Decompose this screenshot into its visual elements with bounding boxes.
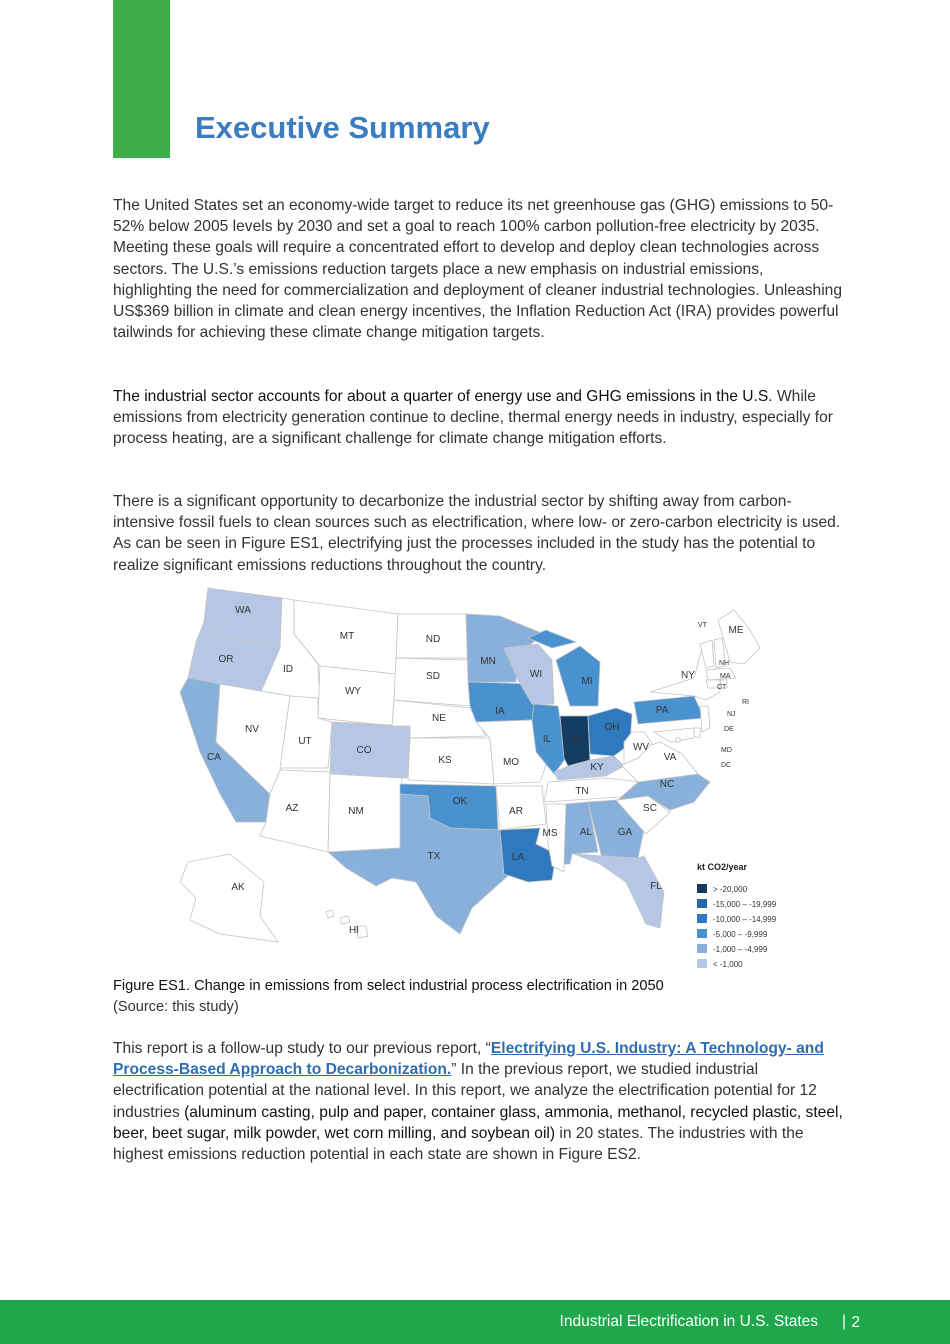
state-label-ky: KY	[590, 762, 604, 773]
state-label-ms: MS	[542, 828, 558, 839]
state-label-md: MD	[721, 747, 732, 754]
emissions-map-figure	[160, 582, 790, 972]
state-label-ny: NY	[681, 670, 695, 681]
legend-swatch-1	[697, 899, 707, 908]
footer-separator: |	[841, 1313, 846, 1330]
footer-bar	[0, 1300, 950, 1344]
legend-swatch-5	[697, 959, 707, 968]
legend-title: kt CO2/year	[697, 862, 748, 872]
state-label-ca: CA	[207, 752, 221, 763]
industrial-sector-rest: While emissions from electricity generation continue to decline, thermal energy needs in industry, especially for process heating, are a significant challenge for climate change mitigation efforts.	[113, 388, 833, 448]
decarbonize-paragraph: There is a significant opportunity to decarbonize the industrial sector by shifting away from carbon-intensive fossil fuels to clean sources such as electrification, where low- or zero-carbon electricity is used. As can be seen in Figure ES1, electrifying just the processes included in the study has the potential to realize significant emissions reductions throughout the country.	[113, 493, 841, 574]
state-hi	[326, 910, 368, 938]
legend-label-0: > -20,000	[713, 885, 748, 894]
state-label-ri: RI	[742, 699, 749, 706]
state-label-nj: NJ	[727, 711, 736, 718]
state-md	[654, 728, 694, 742]
state-label-nv: NV	[245, 724, 259, 735]
legend-label-1: -15,000 – -19,999	[713, 900, 777, 909]
legend-label-3: -5,000 – -9,999	[713, 930, 768, 939]
state-label-fl: FL	[650, 881, 662, 892]
state-label-az: AZ	[285, 803, 299, 814]
state-label-la: LA	[511, 852, 525, 863]
state-label-ne: NE	[432, 713, 446, 724]
state-label-vt: VT	[698, 622, 707, 629]
state-nm	[328, 774, 402, 852]
state-label-nd: ND	[425, 634, 441, 645]
state-label-oh: OH	[604, 722, 620, 733]
state-de	[694, 728, 700, 738]
follow-up-start: This report is a follow-up study to our previous report, “	[113, 1040, 491, 1057]
legend-swatch-2	[697, 914, 707, 923]
state-label-ut: UT	[298, 736, 312, 747]
state-label-ar: AR	[509, 806, 523, 817]
state-label-mt: MT	[339, 631, 355, 642]
state-label-wv: WV	[632, 742, 650, 753]
state-label-wi: WI	[529, 669, 543, 680]
state-nj	[700, 706, 710, 732]
figure-caption	[113, 976, 843, 1018]
state-label-hi: HI	[349, 925, 359, 936]
state-label-ak: AK	[231, 882, 245, 893]
state-label-nh: NH	[719, 660, 730, 667]
state-label-id: ID	[283, 664, 293, 675]
state-label-tn: TN	[575, 786, 589, 797]
state-label-il: IL	[542, 734, 552, 745]
state-label-al: AL	[579, 827, 593, 838]
legend-label-4: -1,000 – -4,999	[713, 945, 768, 954]
state-label-ok: OK	[452, 796, 468, 807]
state-label-sd: SD	[426, 671, 440, 682]
state-label-me: ME	[728, 625, 744, 636]
accent-bar	[113, 0, 170, 158]
state-label-tx: TX	[427, 851, 441, 862]
legend-label-2: -10,000 – -14,999	[713, 915, 777, 924]
state-label-ia: IA	[495, 706, 505, 717]
state-label-pa: PA	[655, 705, 669, 716]
legend-label-5: < -1,000	[713, 960, 743, 969]
state-label-nc: NC	[659, 779, 675, 790]
state-label-ct: CT	[717, 684, 727, 691]
state-label-mi: MI	[581, 676, 593, 687]
state-label-ks: KS	[438, 755, 452, 766]
follow-up-paragraph	[113, 1038, 843, 1165]
follow-up-mid: ” In the previous report, we studied industrial electrification potential at the national level. In this report, we analyze the electrification potential for 12 industries	[113, 1061, 817, 1121]
intro-paragraph: The United States set an economy-wide target to reduce its net greenhouse gas (GHG) emissions to 50-52% below 2005 levels by 2030 and set a goal to reach 100% carbon pollution-free electricity by 2035. Meeting these goals will require a concentrated effort to develop and deploy clean technologies across sectors. The U.S.’s emissions reduction targets place a new emphasis on industrial emissions, highlighting the need for commercialization and deployment of cleaner industrial technologies. Unleashing US$369 billion in climate and clean energy incentives, the Inflation Reduction Act (IRA) provides powerful tailwinds for achieving these climate change mitigation targets.	[113, 197, 843, 342]
industrial-sector-paragraph	[113, 386, 843, 450]
state-ak	[180, 854, 278, 942]
state-label-va: VA	[663, 752, 677, 763]
industrial-sector-lead: The industrial sector accounts for about a quarter of energy use and GHG emissions in the U.S.	[113, 388, 773, 405]
us-choropleth-map	[160, 582, 790, 972]
state-label-ma: MA	[720, 673, 731, 680]
state-label-de: DE	[724, 726, 734, 733]
state-label-mn: MN	[480, 656, 496, 667]
page-number: 2	[851, 1314, 860, 1331]
previous-report-link[interactable]: Electrifying U.S. Industry: A Technology- and Process-Based Approach to Decarbonization.	[113, 1040, 824, 1079]
state-label-mo: MO	[502, 757, 520, 768]
footer-title: Industrial Electrification in U.S. States	[559, 1313, 818, 1330]
state-label-or: OR	[218, 654, 234, 665]
state-dc	[676, 738, 680, 742]
legend-swatch-0	[697, 884, 707, 893]
industry-list: (aluminum casting, pulp and paper, container glass, ammonia, methanol, recycled plastic, steel, beer, beet sugar, milk powder, wet corn milling, and soybean oil)	[113, 1103, 843, 1142]
page-title: Executive Summary	[195, 110, 490, 145]
state-label-in: IN	[571, 735, 581, 746]
follow-up-end: in 20 states. The industries with the highest emissions reduction potential in each state are shown in Figure ES2.	[113, 1124, 804, 1164]
state-label-nm: NM	[348, 806, 364, 817]
state-label-wa: WA	[235, 605, 251, 616]
state-label-co: CO	[356, 745, 372, 756]
state-label-dc: DC	[721, 762, 732, 769]
state-label-wy: WY	[344, 686, 362, 697]
state-sd	[394, 658, 470, 706]
state-label-ga: GA	[617, 827, 633, 838]
state-label-sc: SC	[643, 803, 657, 814]
legend-swatch-4	[697, 944, 707, 953]
figure-source: (Source: this study)	[113, 999, 239, 1015]
legend-swatch-3	[697, 929, 707, 938]
figure-caption-text: Figure ES1. Change in emissions from select industrial process electrification in 2050	[113, 978, 664, 994]
state-pa	[634, 696, 704, 724]
